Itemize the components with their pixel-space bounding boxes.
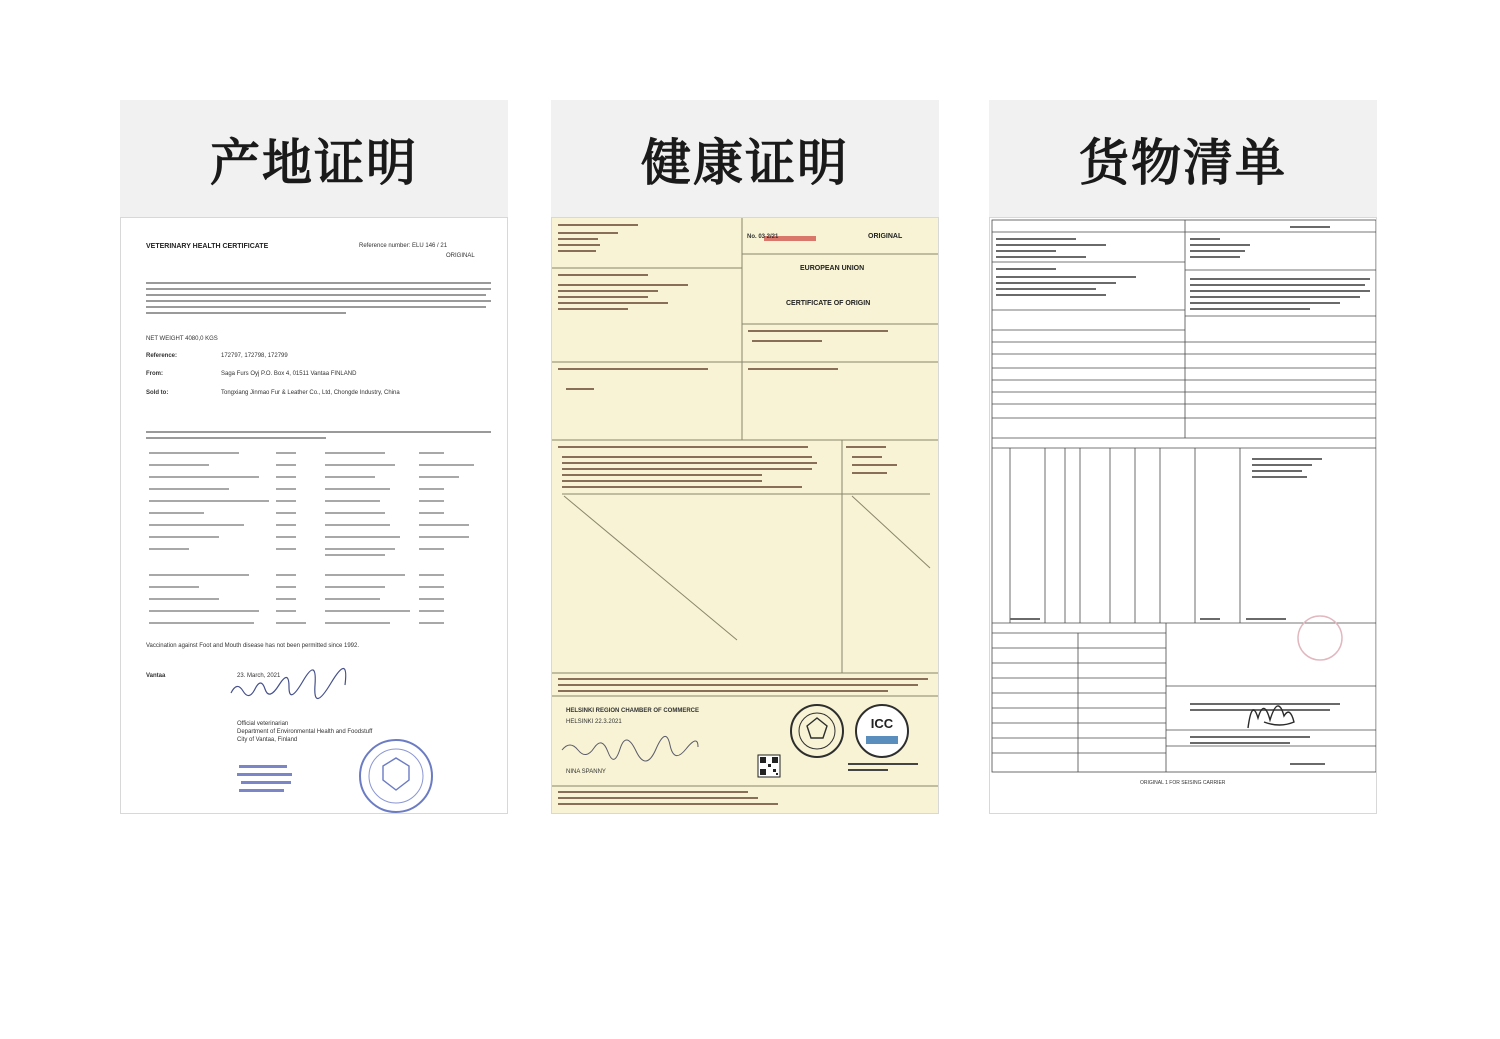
panel-title: 健康证明 [641, 133, 849, 192]
reference-label: Reference: [146, 353, 178, 359]
panel-title: 产地证明 [210, 133, 418, 192]
chamber-name: HELSINKI REGION CHAMBER OF COMMERCE [566, 708, 700, 714]
from-label: From: [146, 371, 163, 377]
issue-date: HELSINKI 22.3.2021 [566, 719, 622, 725]
certificate-title: CERTIFICATE OF ORIGIN [786, 300, 871, 307]
manifest-footer: ORIGINAL 1 FOR SEISING CARRIER [1140, 780, 1226, 786]
net-weight: NET WEIGHT 4080,0 KGS [146, 336, 218, 342]
certificate-heading: VETERINARY HEALTH CERTIFICATE [146, 243, 269, 250]
city: City of Vantaa, Finland [237, 737, 298, 743]
panel-health-certificate [551, 100, 939, 814]
panel-cargo-manifest [989, 100, 1377, 814]
department: Department of Environmental Health and Foodstuff [237, 729, 373, 735]
origin-number: No. 03 2/21 [747, 234, 779, 240]
original-label: ORIGINAL [868, 233, 903, 240]
airway-bill-drawing [990, 218, 1377, 814]
panel-certificate-of-origin [120, 100, 508, 814]
panel-header [551, 100, 939, 217]
reference-number: Reference number: ELU 146 / 21 [359, 243, 448, 249]
date: 23. March, 2021 [237, 673, 281, 679]
panel-title: 货物清单 [1079, 133, 1287, 192]
vaccination-note: Vaccination against Foot and Mouth disease has not been permitted since 1992. [146, 643, 360, 649]
sold-label: Sold to: [146, 390, 169, 396]
original-label: ORIGINAL [446, 253, 475, 259]
signer-name: NINA SPANNY [566, 769, 606, 775]
official-veterinarian: Official veterinarian [237, 721, 289, 727]
from-value: Saga Furs Oyj P.O. Box 4, 01511 Vantaa FINLAND [221, 371, 357, 377]
veterinary-certificate-drawing [121, 218, 508, 814]
panel-header [989, 100, 1377, 217]
icc-logo-text: ICC [870, 716, 894, 731]
panel-header [120, 100, 508, 217]
sold-value: Tongxiang Jinmao Fur & Leather Co., Ltd, Chongde Industry, China [221, 390, 400, 396]
certificate-of-origin-image [551, 217, 939, 814]
place: Vantaa [146, 673, 166, 679]
european-union-label: EUROPEAN UNION [800, 265, 865, 272]
reference-value: 172797, 172798, 172799 [221, 353, 288, 359]
airway-bill-image [989, 217, 1377, 814]
veterinary-certificate-image [120, 217, 508, 814]
